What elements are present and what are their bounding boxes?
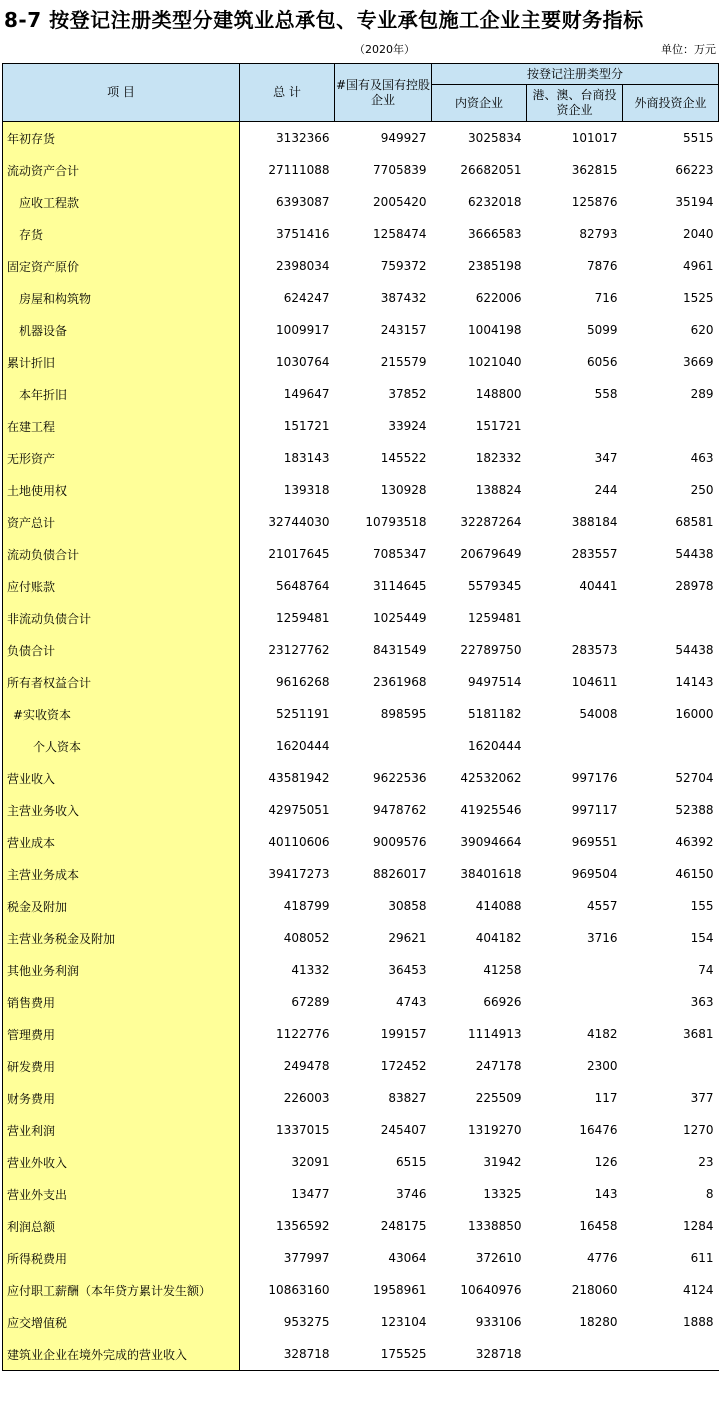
row-label: 应收工程款 — [3, 186, 240, 218]
total-cell: 32744030 — [268, 515, 330, 529]
foreign-cell: 68581 — [675, 515, 714, 529]
domestic-cell: 622006 — [475, 291, 522, 305]
total-cell: 10863160 — [268, 1283, 330, 1297]
hk-macao-taiwan-cell: 218060 — [571, 1283, 618, 1297]
hk-macao-taiwan-cell: 101017 — [571, 131, 618, 145]
header-domestic: 内资企业 — [432, 85, 527, 122]
hk-macao-taiwan-cell — [527, 410, 623, 442]
hk-macao-taiwan-cell: 4776 — [586, 1251, 618, 1265]
table-row — [3, 922, 719, 954]
total-cell: 2398034 — [276, 259, 330, 273]
foreign-cell: 463 — [690, 451, 714, 465]
total-cell: 149647 — [283, 387, 330, 401]
foreign-cell — [623, 1338, 719, 1371]
state-owned-cell: 36453 — [388, 963, 427, 977]
domestic-cell: 1021040 — [468, 355, 522, 369]
domestic-cell: 5181182 — [468, 707, 522, 721]
domestic-cell: 247178 — [475, 1059, 522, 1073]
table-row — [3, 1082, 719, 1114]
domestic-cell: 148800 — [475, 387, 522, 401]
row-label: 营业成本 — [3, 826, 240, 858]
row-label: 固定资产原价 — [3, 250, 240, 282]
row-label: 房屋和构筑物 — [3, 282, 240, 314]
total-cell: 9616268 — [276, 675, 330, 689]
foreign-cell: 23 — [698, 1155, 714, 1169]
state-owned-cell: 2005420 — [373, 195, 427, 209]
total-cell: 1620444 — [276, 739, 330, 753]
table-row — [3, 826, 719, 858]
table-row — [3, 1114, 719, 1146]
state-owned-cell: 759372 — [380, 259, 427, 273]
hk-macao-taiwan-cell — [527, 1338, 623, 1371]
domestic-cell: 13325 — [483, 1187, 522, 1201]
hk-macao-taiwan-cell: 558 — [594, 387, 618, 401]
table-row — [3, 1274, 719, 1306]
row-label: 营业收入 — [3, 762, 240, 794]
hk-macao-taiwan-cell: 18280 — [579, 1315, 618, 1329]
state-owned-cell: 898595 — [380, 707, 427, 721]
foreign-cell: 46392 — [675, 835, 714, 849]
total-cell: 418799 — [283, 899, 330, 913]
state-owned-cell: 215579 — [380, 355, 427, 369]
foreign-cell: 8 — [705, 1187, 714, 1201]
domestic-cell: 372610 — [475, 1251, 522, 1265]
hk-macao-taiwan-cell: 997176 — [571, 771, 618, 785]
row-label: 所有者权益合计 — [3, 666, 240, 698]
hk-macao-taiwan-cell: 2300 — [586, 1059, 618, 1073]
state-owned-cell: 245407 — [380, 1123, 427, 1137]
row-label: 财务费用 — [3, 1082, 240, 1114]
state-owned-cell: 949927 — [380, 131, 427, 145]
domestic-cell: 225509 — [475, 1091, 522, 1105]
table-row — [3, 794, 719, 826]
hk-macao-taiwan-cell: 362815 — [571, 163, 618, 177]
total-cell: 32091 — [291, 1155, 330, 1169]
foreign-cell: 5515 — [682, 131, 714, 145]
hk-macao-taiwan-cell: 969504 — [571, 867, 618, 881]
table-row — [3, 538, 719, 570]
foreign-cell: 52704 — [675, 771, 714, 785]
foreign-cell: 1888 — [682, 1315, 714, 1329]
domestic-cell: 933106 — [475, 1315, 522, 1329]
foreign-cell: 3669 — [682, 355, 714, 369]
total-cell: 43581942 — [268, 771, 330, 785]
foreign-cell: 154 — [690, 931, 714, 945]
row-label: 无形资产 — [3, 442, 240, 474]
table-row — [3, 282, 719, 314]
hk-macao-taiwan-cell — [527, 954, 623, 986]
foreign-cell: 74 — [698, 963, 714, 977]
row-label: 建筑业企业在境外完成的营业收入 — [3, 1338, 240, 1371]
table-row — [3, 730, 719, 762]
table-row — [3, 474, 719, 506]
state-owned-cell: 130928 — [380, 483, 427, 497]
domestic-cell: 6232018 — [468, 195, 522, 209]
total-cell: 27111088 — [268, 163, 330, 177]
total-cell: 953275 — [283, 1315, 330, 1329]
row-label: 主营业务税金及附加 — [3, 922, 240, 954]
foreign-cell: 3681 — [682, 1027, 714, 1041]
table-row — [3, 1018, 719, 1050]
total-cell: 1356592 — [276, 1219, 330, 1233]
total-cell: 5648764 — [276, 579, 330, 593]
state-owned-cell: 7085347 — [373, 547, 427, 561]
domestic-cell: 182332 — [475, 451, 522, 465]
foreign-cell: 155 — [690, 899, 714, 913]
domestic-cell: 3025834 — [468, 131, 522, 145]
total-cell: 624247 — [283, 291, 330, 305]
header-hk-macao-taiwan: 港、澳、台商投资企业 — [527, 85, 623, 122]
domestic-cell: 1338850 — [468, 1219, 522, 1233]
hk-macao-taiwan-cell: 82793 — [579, 227, 618, 241]
state-owned-cell: 387432 — [380, 291, 427, 305]
row-label: 本年折旧 — [3, 378, 240, 410]
state-owned-cell: 175525 — [335, 1338, 432, 1371]
total-cell: 1122776 — [276, 1027, 330, 1041]
hk-macao-taiwan-cell — [527, 602, 623, 634]
state-owned-cell: 7705839 — [373, 163, 427, 177]
total-cell: 23127762 — [268, 643, 330, 657]
table-row — [3, 1050, 719, 1082]
table-row — [3, 666, 719, 698]
domestic-cell: 1004198 — [468, 323, 522, 337]
table-row — [3, 1306, 719, 1338]
domestic-cell: 9497514 — [468, 675, 522, 689]
row-label: 管理费用 — [3, 1018, 240, 1050]
table-row — [3, 890, 719, 922]
table-row — [3, 858, 719, 890]
hk-macao-taiwan-cell: 126 — [594, 1155, 618, 1169]
state-owned-cell: 6515 — [395, 1155, 427, 1169]
row-label: 负债合计 — [3, 634, 240, 666]
domestic-cell: 5579345 — [468, 579, 522, 593]
hk-macao-taiwan-cell: 388184 — [571, 515, 618, 529]
row-label: 资产总计 — [3, 506, 240, 538]
foreign-cell — [623, 1050, 719, 1082]
hk-macao-taiwan-cell — [527, 986, 623, 1018]
table-row — [3, 634, 719, 666]
table-row — [3, 314, 719, 346]
domestic-cell: 151721 — [475, 419, 522, 433]
hk-macao-taiwan-cell: 5099 — [586, 323, 618, 337]
table-row — [3, 1338, 719, 1371]
row-label: #实收资本 — [3, 698, 240, 730]
table-row — [3, 602, 719, 634]
foreign-cell: 28978 — [675, 579, 714, 593]
total-cell: 1030764 — [276, 355, 330, 369]
state-owned-cell: 29621 — [388, 931, 427, 945]
table-row — [3, 1242, 719, 1274]
hk-macao-taiwan-cell: 716 — [594, 291, 618, 305]
foreign-cell: 1525 — [682, 291, 714, 305]
total-cell: 408052 — [283, 931, 330, 945]
hk-macao-taiwan-cell: 16458 — [579, 1219, 618, 1233]
state-owned-cell: 10793518 — [365, 515, 427, 529]
row-label: 营业利润 — [3, 1114, 240, 1146]
hk-macao-taiwan-cell — [527, 730, 623, 762]
domestic-cell: 20679649 — [460, 547, 522, 561]
table-row — [3, 410, 719, 442]
domestic-cell: 32287264 — [460, 515, 522, 529]
hk-macao-taiwan-cell: 117 — [594, 1091, 618, 1105]
table-row — [3, 506, 719, 538]
table-row — [3, 250, 719, 282]
state-owned-cell: 9622536 — [373, 771, 427, 785]
total-cell: 226003 — [283, 1091, 330, 1105]
table-row — [3, 346, 719, 378]
table-title: 8-7 按登记注册类型分建筑业总承包、专业承包施工企业主要财务指标 — [4, 8, 644, 32]
hk-macao-taiwan-cell: 54008 — [579, 707, 618, 721]
foreign-cell: 2040 — [682, 227, 714, 241]
header-registration-group: 按登记注册类型分 — [432, 64, 719, 85]
row-label: 应付职工薪酬（本年贷方累计发生额） — [3, 1274, 240, 1306]
hk-macao-taiwan-cell: 244 — [594, 483, 618, 497]
state-owned-cell: 4743 — [395, 995, 427, 1009]
total-cell: 139318 — [283, 483, 330, 497]
state-owned-cell: 33924 — [388, 419, 427, 433]
foreign-cell: 52388 — [675, 803, 714, 817]
foreign-cell: 611 — [690, 1251, 714, 1265]
total-cell: 3132366 — [276, 131, 330, 145]
domestic-cell: 10640976 — [460, 1283, 522, 1297]
table-row — [3, 570, 719, 602]
table-row — [3, 986, 719, 1018]
state-owned-cell: 1958961 — [373, 1283, 427, 1297]
total-cell: 151721 — [283, 419, 330, 433]
foreign-cell: 250 — [690, 483, 714, 497]
total-cell: 3751416 — [276, 227, 330, 241]
hk-macao-taiwan-cell: 40441 — [579, 579, 618, 593]
domestic-cell: 41258 — [483, 963, 522, 977]
total-cell: 328718 — [240, 1338, 335, 1371]
foreign-cell — [623, 602, 719, 634]
state-owned-cell: 172452 — [380, 1059, 427, 1073]
row-label: 利润总额 — [3, 1210, 240, 1242]
header-state-owned: #国有及国有控股企业 — [335, 64, 432, 122]
row-label: 非流动负债合计 — [3, 602, 240, 634]
hk-macao-taiwan-cell: 143 — [594, 1187, 618, 1201]
row-label: 其他业务利润 — [3, 954, 240, 986]
foreign-cell: 363 — [690, 995, 714, 1009]
domestic-cell: 26682051 — [460, 163, 522, 177]
total-cell: 1337015 — [276, 1123, 330, 1137]
hk-macao-taiwan-cell: 997117 — [571, 803, 618, 817]
state-owned-cell: 30858 — [388, 899, 427, 913]
foreign-cell: 4124 — [682, 1283, 714, 1297]
hk-macao-taiwan-cell: 16476 — [579, 1123, 618, 1137]
row-label: 研发费用 — [3, 1050, 240, 1082]
foreign-cell: 54438 — [675, 643, 714, 657]
state-owned-cell: 243157 — [380, 323, 427, 337]
hk-macao-taiwan-cell: 104611 — [571, 675, 618, 689]
state-owned-cell: 248175 — [380, 1219, 427, 1233]
row-label: 主营业务成本 — [3, 858, 240, 890]
domestic-cell: 2385198 — [468, 259, 522, 273]
table-row — [3, 186, 719, 218]
table-row — [3, 698, 719, 730]
state-owned-cell: 43064 — [388, 1251, 427, 1265]
row-label: 销售费用 — [3, 986, 240, 1018]
total-cell: 1009917 — [276, 323, 330, 337]
table-row — [3, 1178, 719, 1210]
foreign-cell: 16000 — [675, 707, 714, 721]
total-cell: 1259481 — [276, 611, 330, 625]
domestic-cell: 31942 — [483, 1155, 522, 1169]
state-owned-cell: 123104 — [380, 1315, 427, 1329]
table-row — [3, 1146, 719, 1178]
state-owned-cell: 145522 — [380, 451, 427, 465]
domestic-cell: 1259481 — [468, 611, 522, 625]
domestic-cell: 1319270 — [468, 1123, 522, 1137]
total-cell: 6393087 — [276, 195, 330, 209]
total-cell: 42975051 — [268, 803, 330, 817]
domestic-cell: 38401618 — [460, 867, 522, 881]
total-cell: 249478 — [283, 1059, 330, 1073]
foreign-cell: 1270 — [682, 1123, 714, 1137]
row-label: 应交增值税 — [3, 1306, 240, 1338]
foreign-cell: 1284 — [682, 1219, 714, 1233]
domestic-cell: 41925546 — [460, 803, 522, 817]
row-label: 年初存货 — [3, 122, 240, 155]
domestic-cell: 42532062 — [460, 771, 522, 785]
hk-macao-taiwan-cell: 283557 — [571, 547, 618, 561]
header-foreign: 外商投资企业 — [623, 85, 719, 122]
table-row — [3, 218, 719, 250]
foreign-cell: 4961 — [682, 259, 714, 273]
state-owned-cell: 3114645 — [373, 579, 427, 593]
domestic-cell: 1114913 — [468, 1027, 522, 1041]
hk-macao-taiwan-cell: 347 — [594, 451, 618, 465]
foreign-cell: 14143 — [675, 675, 714, 689]
total-cell: 13477 — [291, 1187, 330, 1201]
row-label: 存货 — [3, 218, 240, 250]
total-cell: 67289 — [291, 995, 330, 1009]
table-row — [3, 122, 719, 155]
domestic-cell: 1620444 — [468, 739, 522, 753]
row-label: 在建工程 — [3, 410, 240, 442]
hk-macao-taiwan-cell: 4557 — [586, 899, 618, 913]
hk-macao-taiwan-cell: 6056 — [586, 355, 618, 369]
table-row — [3, 762, 719, 794]
row-label: 应付账款 — [3, 570, 240, 602]
domestic-cell: 66926 — [483, 995, 522, 1009]
financial-table — [2, 63, 719, 1371]
state-owned-cell: 37852 — [388, 387, 427, 401]
state-owned-cell: 8826017 — [373, 867, 427, 881]
foreign-cell: 54438 — [675, 547, 714, 561]
year-note: （2020年） — [354, 43, 415, 56]
domestic-cell: 3666583 — [468, 227, 522, 241]
header-total: 总 计 — [240, 64, 335, 122]
total-cell: 5251191 — [276, 707, 330, 721]
total-cell: 21017645 — [268, 547, 330, 561]
domestic-cell: 39094664 — [460, 835, 522, 849]
hk-macao-taiwan-cell: 3716 — [586, 931, 618, 945]
foreign-cell: 620 — [690, 323, 714, 337]
domestic-cell: 414088 — [475, 899, 522, 913]
row-label: 所得税费用 — [3, 1242, 240, 1274]
hk-macao-taiwan-cell: 125876 — [571, 195, 618, 209]
state-owned-cell: 2361968 — [373, 675, 427, 689]
row-label: 税金及附加 — [3, 890, 240, 922]
state-owned-cell: 3746 — [395, 1187, 427, 1201]
state-owned-cell: 8431549 — [373, 643, 427, 657]
row-label: 累计折旧 — [3, 346, 240, 378]
table-row — [3, 378, 719, 410]
state-owned-cell: 1025449 — [373, 611, 427, 625]
row-label: 流动资产合计 — [3, 154, 240, 186]
total-cell: 40110606 — [268, 835, 330, 849]
total-cell: 377997 — [283, 1251, 330, 1265]
foreign-cell — [623, 410, 719, 442]
domestic-cell: 22789750 — [460, 643, 522, 657]
table-row — [3, 1210, 719, 1242]
row-label: 土地使用权 — [3, 474, 240, 506]
foreign-cell: 35194 — [675, 195, 714, 209]
row-label: 个人资本 — [3, 730, 240, 762]
table-row — [3, 442, 719, 474]
state-owned-cell: 1258474 — [373, 227, 427, 241]
row-label: 营业外收入 — [3, 1146, 240, 1178]
row-label: 流动负债合计 — [3, 538, 240, 570]
total-cell: 183143 — [283, 451, 330, 465]
table-row — [3, 154, 719, 186]
foreign-cell: 66223 — [675, 163, 714, 177]
state-owned-cell: 83827 — [388, 1091, 427, 1105]
hk-macao-taiwan-cell: 4182 — [586, 1027, 618, 1041]
hk-macao-taiwan-cell: 969551 — [571, 835, 618, 849]
state-owned-cell: 9009576 — [373, 835, 427, 849]
foreign-cell — [623, 730, 719, 762]
foreign-cell: 377 — [690, 1091, 714, 1105]
state-owned-cell: 199157 — [380, 1027, 427, 1041]
header-item: 项 目 — [3, 64, 240, 122]
domestic-cell: 404182 — [475, 931, 522, 945]
state-owned-cell — [335, 730, 432, 762]
hk-macao-taiwan-cell: 7876 — [586, 259, 618, 273]
total-cell: 39417273 — [268, 867, 330, 881]
unit-note: 单位：万元 — [661, 43, 716, 56]
total-cell: 41332 — [291, 963, 330, 977]
foreign-cell: 289 — [690, 387, 714, 401]
domestic-cell: 328718 — [432, 1338, 527, 1371]
foreign-cell: 46150 — [675, 867, 714, 881]
row-label: 主营业务收入 — [3, 794, 240, 826]
row-label: 机器设备 — [3, 314, 240, 346]
state-owned-cell: 9478762 — [373, 803, 427, 817]
table-row — [3, 954, 719, 986]
row-label: 营业外支出 — [3, 1178, 240, 1210]
hk-macao-taiwan-cell: 283573 — [571, 643, 618, 657]
domestic-cell: 138824 — [475, 483, 522, 497]
